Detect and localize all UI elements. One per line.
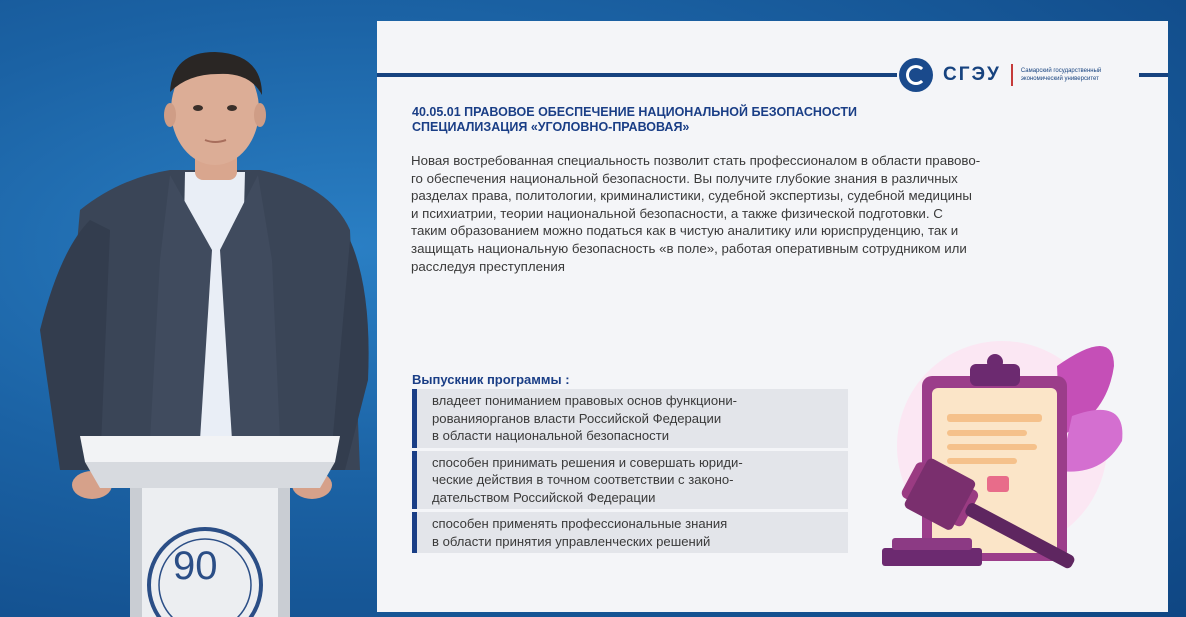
- graduate-item-line: способен принимать решения и совершать юриди-: [432, 454, 743, 470]
- graduate-list: [412, 389, 848, 556]
- graduate-item-line: в области национальной безопасности: [432, 428, 670, 443]
- presenter-scene: [0, 0, 370, 617]
- logo-subtitle-line: Самарский государственный: [1020, 68, 1102, 74]
- description-line: разделах права, политологии, криминалистики, судебной экспертизы, судебной медицины: [411, 188, 972, 204]
- graduate-item-line: в области принятия управленческих решений: [432, 533, 711, 549]
- program-description: [411, 152, 1156, 275]
- graduate-item-line: способен применять профессиональные знания: [432, 516, 728, 531]
- graduate-item-line: рованияорганов власти Российской Федерации: [432, 410, 722, 426]
- description-line: защищать национальную безопасность «в поле», работая оперативным сотрудником или: [411, 240, 967, 256]
- university-logo: [899, 57, 1131, 93]
- graduate-item-line: дательством Российской Федерации: [432, 489, 656, 505]
- law-illustration: [882, 326, 1127, 581]
- description-line: и психиатрии, теории национальной безопасности, а также физической подготовки. С: [411, 205, 943, 221]
- header-rule-left: [377, 73, 897, 77]
- logo-name: СГЭУ: [943, 64, 1001, 85]
- presentation-slide: [377, 21, 1168, 612]
- description-line: расследуя преступления: [411, 258, 565, 274]
- graduate-item: [412, 451, 848, 510]
- podium-top: [80, 436, 340, 462]
- description-line: го обеспечения национальной безопасности. Вы получите глубокие знания в различных: [411, 170, 958, 186]
- gavel-base-icon: [882, 548, 982, 566]
- logo-separator: [1011, 64, 1013, 86]
- graduate-item-line: владеет пониманием правовых основ функциони-: [432, 393, 738, 408]
- description-line: Новая востребованная специальность позволит стать профессионалом в области правово-: [411, 153, 981, 168]
- header-rule-right: [1139, 73, 1168, 77]
- logo-subtitle-line: экономический университет: [1020, 76, 1099, 82]
- title-line: СПЕЦИАЛИЗАЦИЯ «УГОЛОВНО-ПРАВОВАЯ»: [412, 120, 690, 134]
- anniversary-number: 90: [173, 544, 218, 588]
- description-line: таким образованием можно податься как в чистую аналитику или юриспруденцию, так и: [411, 223, 959, 239]
- logo-subtitle: [1021, 67, 1131, 83]
- title-line: 40.05.01 ПРАВОВОЕ ОБЕСПЕЧЕНИЕ НАЦИОНАЛЬНОЙ БЕЗОПАСНОСТИ: [412, 105, 857, 119]
- logo-emblem-icon: [899, 58, 933, 92]
- graduate-item-line: ческие действия в точном соответствии с законо-: [432, 472, 734, 487]
- slide-title: [412, 105, 1112, 135]
- graduate-heading: Выпускник программы :: [412, 372, 570, 387]
- graduate-item: [412, 512, 848, 553]
- graduate-item: [412, 389, 848, 448]
